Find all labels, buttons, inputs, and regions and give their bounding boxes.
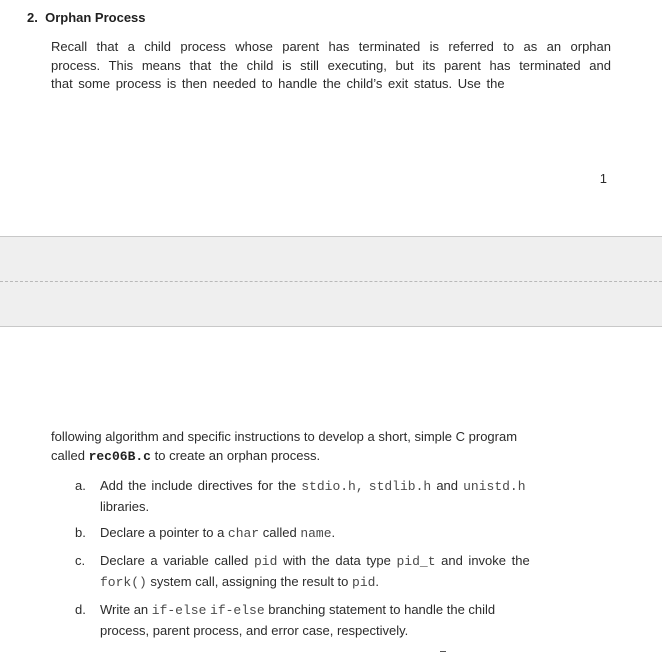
text-fragment: branching statement to handle the child xyxy=(264,602,496,617)
intro-line: process. This means that the child is still executing, but its parent has terminated and xyxy=(51,57,611,73)
step-line: process, parent process, and error case, respectively. xyxy=(100,623,409,638)
intro-line: that some process is then needed to handle the child’s exit status. Use the xyxy=(51,76,505,91)
code-identifier: pid xyxy=(253,554,278,569)
code-header: unistd.h xyxy=(463,479,526,494)
step-line xyxy=(100,523,612,544)
code-function: fork() xyxy=(100,575,147,590)
step-line xyxy=(100,600,612,621)
step-line xyxy=(100,572,612,593)
code-keyword: if-else xyxy=(210,603,265,618)
step-marker: c. xyxy=(75,553,86,568)
text-fragment: . xyxy=(375,574,380,589)
continuation-line xyxy=(51,447,611,467)
text-fragment: with the data type xyxy=(277,553,397,568)
code-type: pid_t xyxy=(396,554,436,569)
text-fragment: Write an xyxy=(100,602,152,617)
step-line xyxy=(100,551,612,572)
step-body xyxy=(100,523,612,544)
intro-paragraph xyxy=(51,38,611,94)
section-number: 2. xyxy=(27,10,38,25)
section-heading xyxy=(27,10,146,25)
step-body xyxy=(100,551,612,593)
continuation-line: following algorithm and specific instructions to develop a short, simple C program xyxy=(51,429,518,444)
step-marker: d. xyxy=(75,602,86,617)
page-number: 1 xyxy=(599,171,607,186)
page-top xyxy=(0,0,662,236)
code-header: stdio.h, xyxy=(301,479,364,494)
filename: rec06B.c xyxy=(88,448,151,464)
step-body xyxy=(100,476,612,517)
code-type: char xyxy=(227,526,260,541)
text-fragment: Declare a variable called xyxy=(100,553,254,568)
step-line xyxy=(100,476,612,497)
intro-line: Recall that a child process whose parent has terminated is referred to as an orphan xyxy=(51,39,611,54)
continuation-paragraph xyxy=(51,428,611,466)
text-fragment: . xyxy=(331,525,336,540)
text-fragment: Add the include directives for the xyxy=(100,478,302,493)
bottom-edge-mark xyxy=(440,651,446,652)
text-fragment: called xyxy=(259,525,301,540)
step-marker: b. xyxy=(75,525,86,540)
text-fragment: system call, assigning the result to xyxy=(146,574,353,589)
step-body xyxy=(100,600,612,641)
text-fragment: Declare a pointer to a xyxy=(100,525,228,540)
step-line: libraries. xyxy=(100,499,150,514)
code-identifier: name xyxy=(300,526,332,541)
text-fragment: to create an orphan process. xyxy=(151,447,321,463)
text-fragment: called xyxy=(51,447,89,463)
code-header: stdlib.h xyxy=(368,479,432,494)
section-title: Orphan Process xyxy=(45,10,146,25)
step-marker: a. xyxy=(75,478,86,493)
code-keyword: if-else xyxy=(151,603,207,618)
text-fragment: and xyxy=(431,478,464,493)
code-identifier: pid xyxy=(352,575,376,590)
page-break-divider xyxy=(0,281,662,282)
text-fragment: and invoke the xyxy=(435,553,530,568)
